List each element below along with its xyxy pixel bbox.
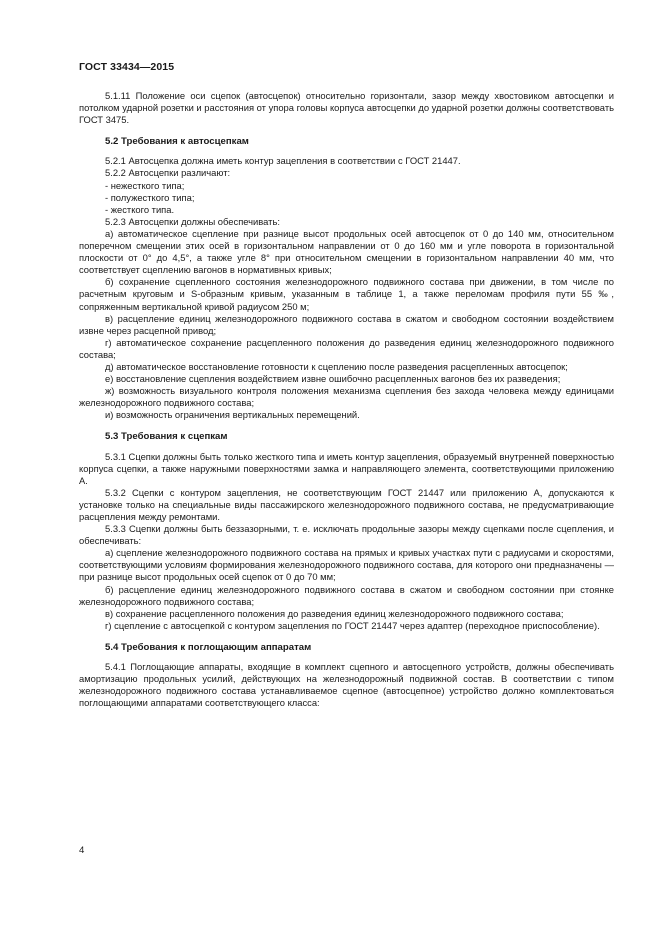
heading-5-4: 5.4 Требования к поглощающим аппаратам: [105, 641, 312, 653]
clause-5-2-3: 5.2.3 Автосцепки должны обеспечивать:: [105, 215, 280, 227]
clause-5-2-3-d: д) автоматическое восстановление готовности к сцеплению после разведения расцепленных автосцепок;: [105, 360, 568, 372]
clause-5-2-3-v: в) расцепление единиц железнодорожного подвижного состава в сжатом и свободном состоянии воздействием извне через расцепной привод;: [79, 312, 614, 336]
clause-5-2-3-g: г) автоматическое сохранение расцепленного положения до разведения единиц железнодорожного подвижного состава;: [79, 336, 614, 360]
clause-5-1-11: 5.1.11 Положение оси сцепок (автосцепок) относительно горизонтали, зазор между хвостовиком автосцепки и потолком ударной розетки и расстояния от упора головы корпуса автосцепки до ударной розетки должны соответствовать ГОСТ 3475.: [79, 90, 614, 126]
list-item: - жесткого типа.: [105, 203, 175, 215]
clause-5-3-2: 5.3.2 Сцепки с контуром зацепления, не соответствующим ГОСТ 21447 или приложению А, допускаются к установке только на специальные виды пассажирского железнодорожного подвижного состава, не предусматривающие расцепления между ремонтами.: [79, 486, 614, 522]
clause-5-3-3: 5.3.3 Сцепки должны быть беззазорными, т. е. исключать продольные зазоры между сцепками после сцепления, и обеспечивать:: [79, 523, 614, 547]
clause-5-3-3-a: а) сцепление железнодорожного подвижного состава на прямых и кривых участках пути с радиусами и скоростями, соответствующими условиям формирования железнодорожного подвижного состава, для которого они предназначены — при разнице высот продольных осей сцепок от 0 до 70 мм;: [79, 547, 614, 583]
page-body: [79, 90, 614, 709]
document-header: ГОСТ 33434—2015: [79, 61, 175, 73]
list-item: - полужесткого типа;: [105, 191, 195, 203]
clause-5-3-1: 5.3.1 Сцепки должны быть только жесткого типа и иметь контур зацепления, образуемый внутренней поверхностью корпуса сцепки, а также наружными поверхностями замка и направляющего элемента, соответствующими приложению А.: [79, 450, 614, 486]
clause-5-3-3-b: б) расцепление единиц железнодорожного подвижного состава в сжатом и свободном состоянии при стоянке железнодорожного подвижного состава;: [79, 583, 614, 607]
clause-5-2-3-b: б) сохранение сцепленного состояния железнодорожного подвижного состава при движении, в том числе по расчетным круговым и S-образным кривым, указанным в таблице 1, а также переломам профиля пути 55 ‰, сопряженным вертикальной кривой радиусом 250 м;: [79, 276, 614, 312]
clause-5-3-3-g: г) сцепление с автосцепкой с контуром зацепления по ГОСТ 21447 через адаптер (переходное приспособление).: [105, 619, 600, 631]
page-number: 4: [79, 845, 85, 856]
heading-5-3: 5.3 Требования к сцепкам: [105, 431, 228, 443]
list-item: - нежесткого типа;: [105, 179, 185, 191]
clause-5-2-3-zh: ж) возможность визуального контроля положения механизма сцепления без захода человека между единицами железнодорожного подвижного состава;: [79, 385, 614, 409]
clause-5-2-1: 5.2.1 Автосцепка должна иметь контур зацепления в соответствии с ГОСТ 21447.: [105, 155, 461, 167]
clause-5-2-3-i: и) возможность ограничения вертикальных перемещений.: [105, 409, 360, 421]
clause-5-4-1: 5.4.1 Поглощающие аппараты, входящие в комплект сцепного и автосцепного устройств, должны обеспечивать амортизацию продольных усилий, действующих на железнодорожный подвижной состав. В соответствии с типом железнодорожного подвижного состава устанавливаемое сцепное (автосцепное) устройство должно комплектоваться поглощающими аппаратами соответствующего класса:: [79, 661, 614, 709]
clause-5-2-3-e: е) восстановление сцепления воздействием извне ошибочно расцепленных вагонов без их разведения;: [105, 373, 561, 385]
clause-5-3-3-v: в) сохранение расцепленного положения до разведения единиц железнодорожного подвижного состава;: [105, 607, 564, 619]
clause-5-2-3-a: а) автоматическое сцепление при разнице высот продольных осей автосцепок от 0 до 140 мм, относительном поперечном смещении этих осей в горизонтальном направлении от 0 до 160 мм и угле поворота в горизонтальной плоскости от 0° до 4,5°, а также угле 8° при относительном смещении в горизонтальном направлении 40 мм, что соответствует сцеплению вагонов в нормативных кривых;: [79, 227, 614, 276]
clause-5-2-2: 5.2.2 Автосцепки различают:: [105, 167, 231, 179]
heading-5-2: 5.2 Требования к автосцепкам: [105, 136, 249, 148]
